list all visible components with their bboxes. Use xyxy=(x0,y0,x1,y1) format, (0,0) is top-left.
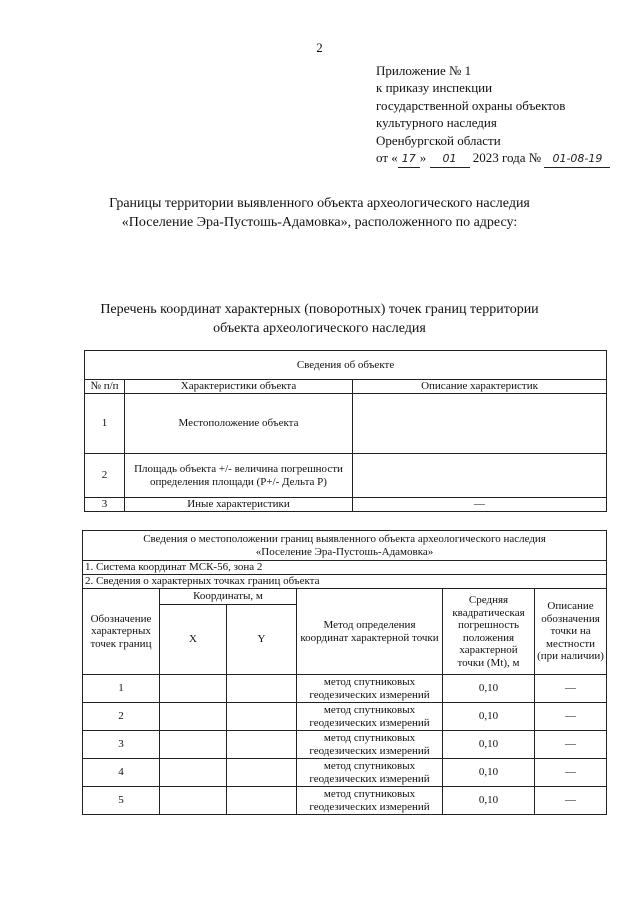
annex-block xyxy=(376,62,610,168)
point-method: метод спутниковых геодезических измерений xyxy=(297,731,443,759)
table-row xyxy=(83,703,607,731)
header-num: № п/п xyxy=(85,380,125,394)
annex-date-line xyxy=(376,149,610,168)
point-id: 5 xyxy=(83,787,160,815)
list-title-line: объекта археологического наследия xyxy=(213,321,426,336)
col-method: Метод определения координат характерной точки xyxy=(297,589,443,675)
point-description: — xyxy=(535,703,607,731)
annex-line: к приказу инспекции xyxy=(376,80,493,96)
col-point-description: Описание обозначения точки на местности (при наличии) xyxy=(535,589,607,675)
point-y xyxy=(227,703,297,731)
point-x xyxy=(160,787,227,815)
point-error: 0,10 xyxy=(443,731,535,759)
row-num: 3 xyxy=(85,498,125,512)
point-y xyxy=(227,787,297,815)
table-row xyxy=(85,498,607,512)
row-characteristic: Иные характеристики xyxy=(125,498,353,512)
point-description: — xyxy=(535,675,607,703)
point-method: метод спутниковых геодезических измерений xyxy=(297,675,443,703)
annex-line: Оренбургской области xyxy=(376,132,501,148)
point-error: 0,10 xyxy=(443,703,535,731)
boundary-table-caption: Сведения о местоположении границ выявленного объекта археологического наследия «Поселение Эра-Пустошь-Адамовка» xyxy=(83,531,607,561)
col-x: X xyxy=(160,605,227,675)
title-line: «Поселение Эра-Пустошь-Адамовка», расположенного по адресу: xyxy=(121,215,518,230)
point-y xyxy=(227,731,297,759)
row-num: 2 xyxy=(85,454,125,498)
coordinate-system: 1. Система координат МСК-56, зона 2 xyxy=(83,561,607,575)
date-month-handwritten: 01 xyxy=(430,150,470,168)
table-row xyxy=(83,787,607,815)
point-description: — xyxy=(535,787,607,815)
annex-line: Приложение № 1 xyxy=(376,63,472,78)
point-description: — xyxy=(535,731,607,759)
document-title xyxy=(0,194,639,232)
page-number: 2 xyxy=(316,40,323,55)
col-coordinates: Координаты, м xyxy=(160,589,297,605)
table-row xyxy=(83,675,607,703)
col-y: Y xyxy=(227,605,297,675)
row-description xyxy=(353,394,607,454)
annex-line: государственной охраны объектов xyxy=(376,97,566,113)
point-x xyxy=(160,675,227,703)
point-id: 3 xyxy=(83,731,160,759)
point-y xyxy=(227,675,297,703)
point-x xyxy=(160,759,227,787)
annex-line: культурного наследия xyxy=(376,115,497,131)
point-x xyxy=(160,731,227,759)
header-characteristic: Характеристики объекта xyxy=(125,380,353,394)
points-section-header: 2. Сведения о характерных точках границ объекта xyxy=(83,575,607,589)
point-method: метод спутниковых геодезических измерений xyxy=(297,787,443,815)
title-line: Границы территории выявленного объекта археологического наследия xyxy=(109,196,530,211)
table-row xyxy=(83,759,607,787)
order-number-handwritten: 01-08-19 xyxy=(544,150,610,168)
date-prefix: от « xyxy=(376,150,398,166)
boundary-points-table xyxy=(82,530,607,815)
date-day-handwritten: 17 xyxy=(398,150,420,168)
object-info-table xyxy=(84,350,607,512)
point-description: — xyxy=(535,759,607,787)
point-id: 2 xyxy=(83,703,160,731)
table-row xyxy=(85,454,607,498)
list-title-line: Перечень координат характерных (поворотных) точек границ территории xyxy=(100,302,539,317)
header-description: Описание характеристик xyxy=(353,380,607,394)
col-designation: Обозначение характерных точек границ xyxy=(83,589,160,675)
point-y xyxy=(227,759,297,787)
object-table-caption: Сведения об объекте xyxy=(85,351,607,380)
point-method: метод спутниковых геодезических измерений xyxy=(297,759,443,787)
table-row xyxy=(85,394,607,454)
row-characteristic: Местоположение объекта xyxy=(125,394,353,454)
point-x xyxy=(160,703,227,731)
point-method: метод спутниковых геодезических измерений xyxy=(297,703,443,731)
point-error: 0,10 xyxy=(443,675,535,703)
list-title xyxy=(0,300,639,338)
table-row xyxy=(83,731,607,759)
point-id: 1 xyxy=(83,675,160,703)
point-error: 0,10 xyxy=(443,787,535,815)
row-characteristic: Площадь объекта +/- величина погрешности определения площади (Р+/- Дельта Р) xyxy=(125,454,353,498)
date-mid: » xyxy=(419,150,427,166)
col-error: Средняя квадратическая погрешность положения характерной точки (Mt), м xyxy=(443,589,535,675)
row-num: 1 xyxy=(85,394,125,454)
date-year: 2023 года № xyxy=(472,150,542,166)
point-error: 0,10 xyxy=(443,759,535,787)
row-description xyxy=(353,454,607,498)
row-description: — xyxy=(353,498,607,512)
point-id: 4 xyxy=(83,759,160,787)
